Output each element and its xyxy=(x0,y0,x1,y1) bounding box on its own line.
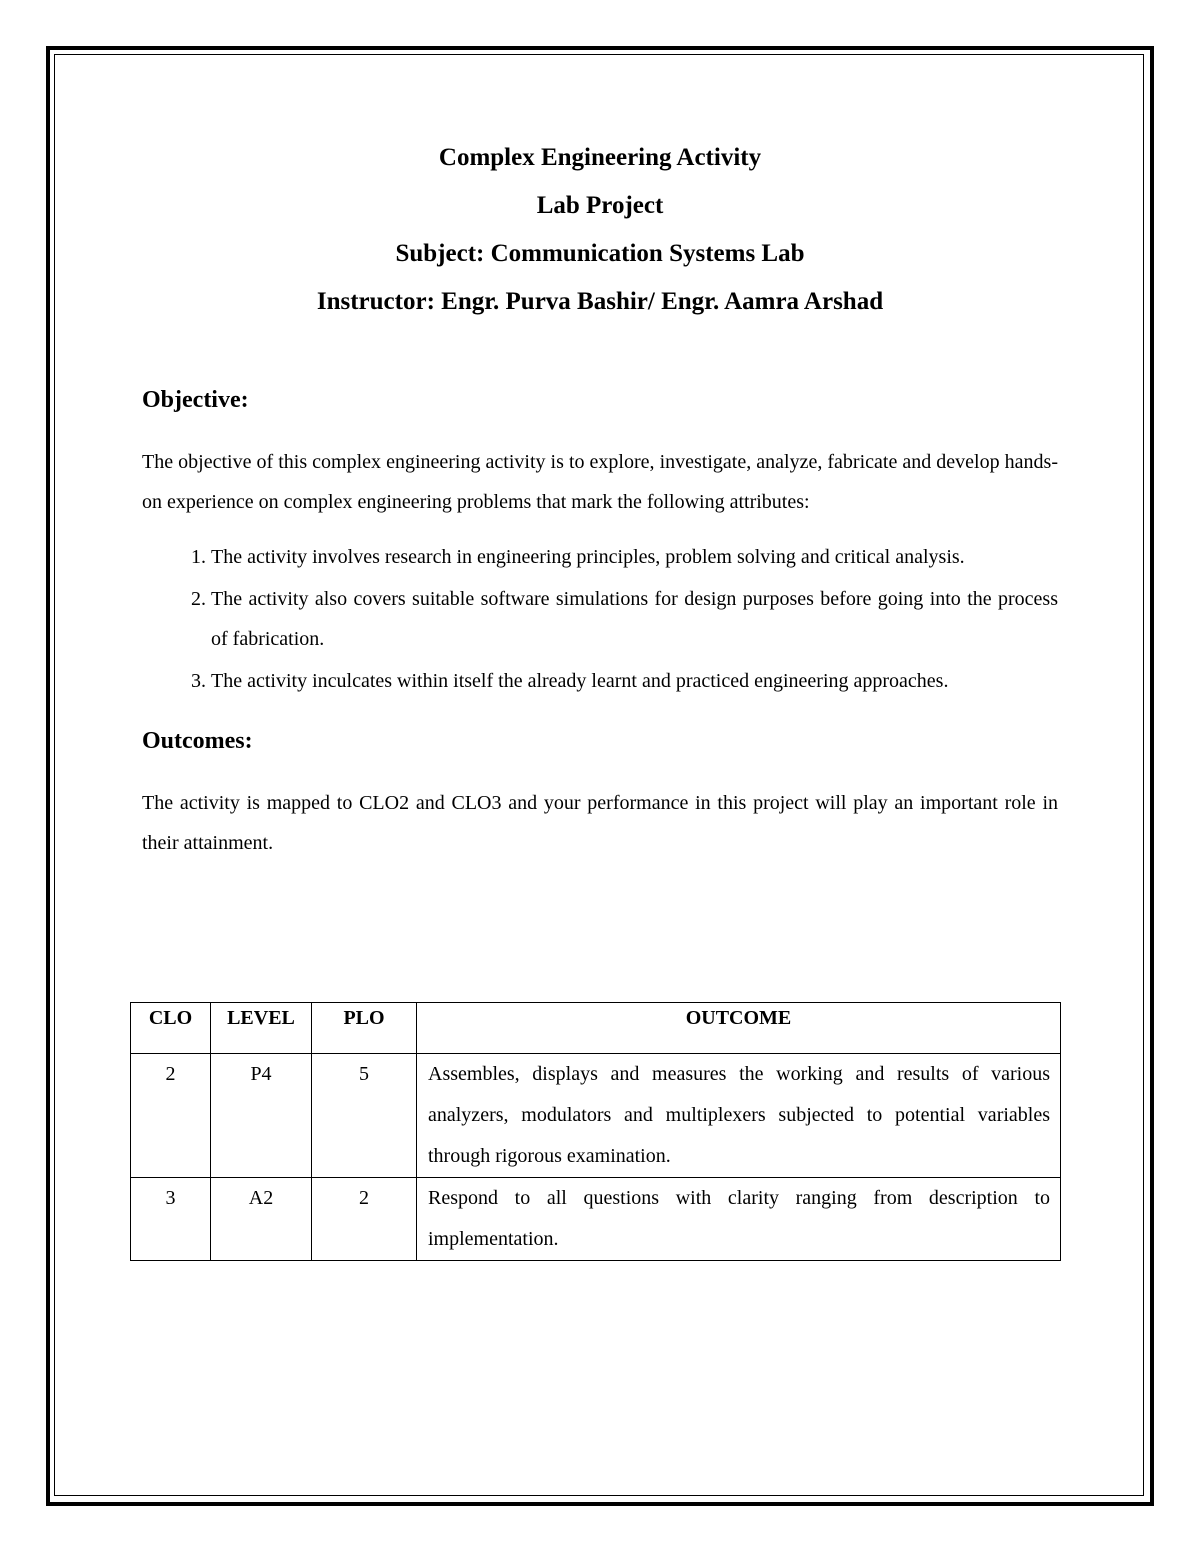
objective-heading: Objective: xyxy=(142,387,249,413)
attributes-list xyxy=(142,537,1058,701)
header-clo: CLO xyxy=(131,1003,211,1054)
document-title: Complex Engineering Activity xyxy=(438,144,762,171)
main-content xyxy=(142,378,1058,863)
cell-plo: 2 xyxy=(312,1178,417,1261)
subject-line: Subject: Communication Systems Lab xyxy=(395,240,805,267)
cell-level: P4 xyxy=(211,1054,312,1178)
cell-outcome: Respond to all questions with clarity ranging from description to implementation. xyxy=(417,1178,1061,1261)
outcomes-paragraph: The activity is mapped to CLO2 and CLO3 and your performance in this project will play an important role in their attainment. xyxy=(142,792,1058,854)
header-plo: PLO xyxy=(312,1003,417,1054)
document-subtitle: Lab Project xyxy=(536,192,664,219)
list-item: 1. The activity involves research in engineering principles, problem solving and critical analysis. xyxy=(211,537,1058,578)
table-header-row xyxy=(131,1003,1061,1054)
cell-clo: 2 xyxy=(131,1054,211,1178)
list-item: 2. The activity also covers suitable software simulations for design purposes before going into the process of fabrication. xyxy=(211,579,1058,660)
objective-paragraph: The objective of this complex engineering activity is to explore, investigate, analyze, fabricate and develop hands-on experience on complex engineering problems that mark the following attributes: xyxy=(142,451,1058,513)
title-block xyxy=(0,136,1200,328)
cell-plo: 5 xyxy=(312,1054,417,1178)
table-row xyxy=(131,1178,1061,1261)
cell-level: A2 xyxy=(211,1178,312,1261)
cell-clo: 3 xyxy=(131,1178,211,1261)
outcomes-heading: Outcomes: xyxy=(142,728,253,754)
clo-table xyxy=(130,1002,1061,1261)
cell-outcome: Assembles, displays and measures the working and results of various analyzers, modulators and multiplexers subjected to potential variables through rigorous examination. xyxy=(417,1054,1061,1178)
header-outcome: OUTCOME xyxy=(417,1003,1061,1054)
list-item: 3. The activity inculcates within itself the already learnt and practiced engineering approaches. xyxy=(211,661,1058,702)
instructor-line: Instructor: Engr. Purva Bashir/ Engr. Aamra Arshad xyxy=(316,288,884,315)
header-level: LEVEL xyxy=(211,1003,312,1054)
table-row xyxy=(131,1054,1061,1178)
